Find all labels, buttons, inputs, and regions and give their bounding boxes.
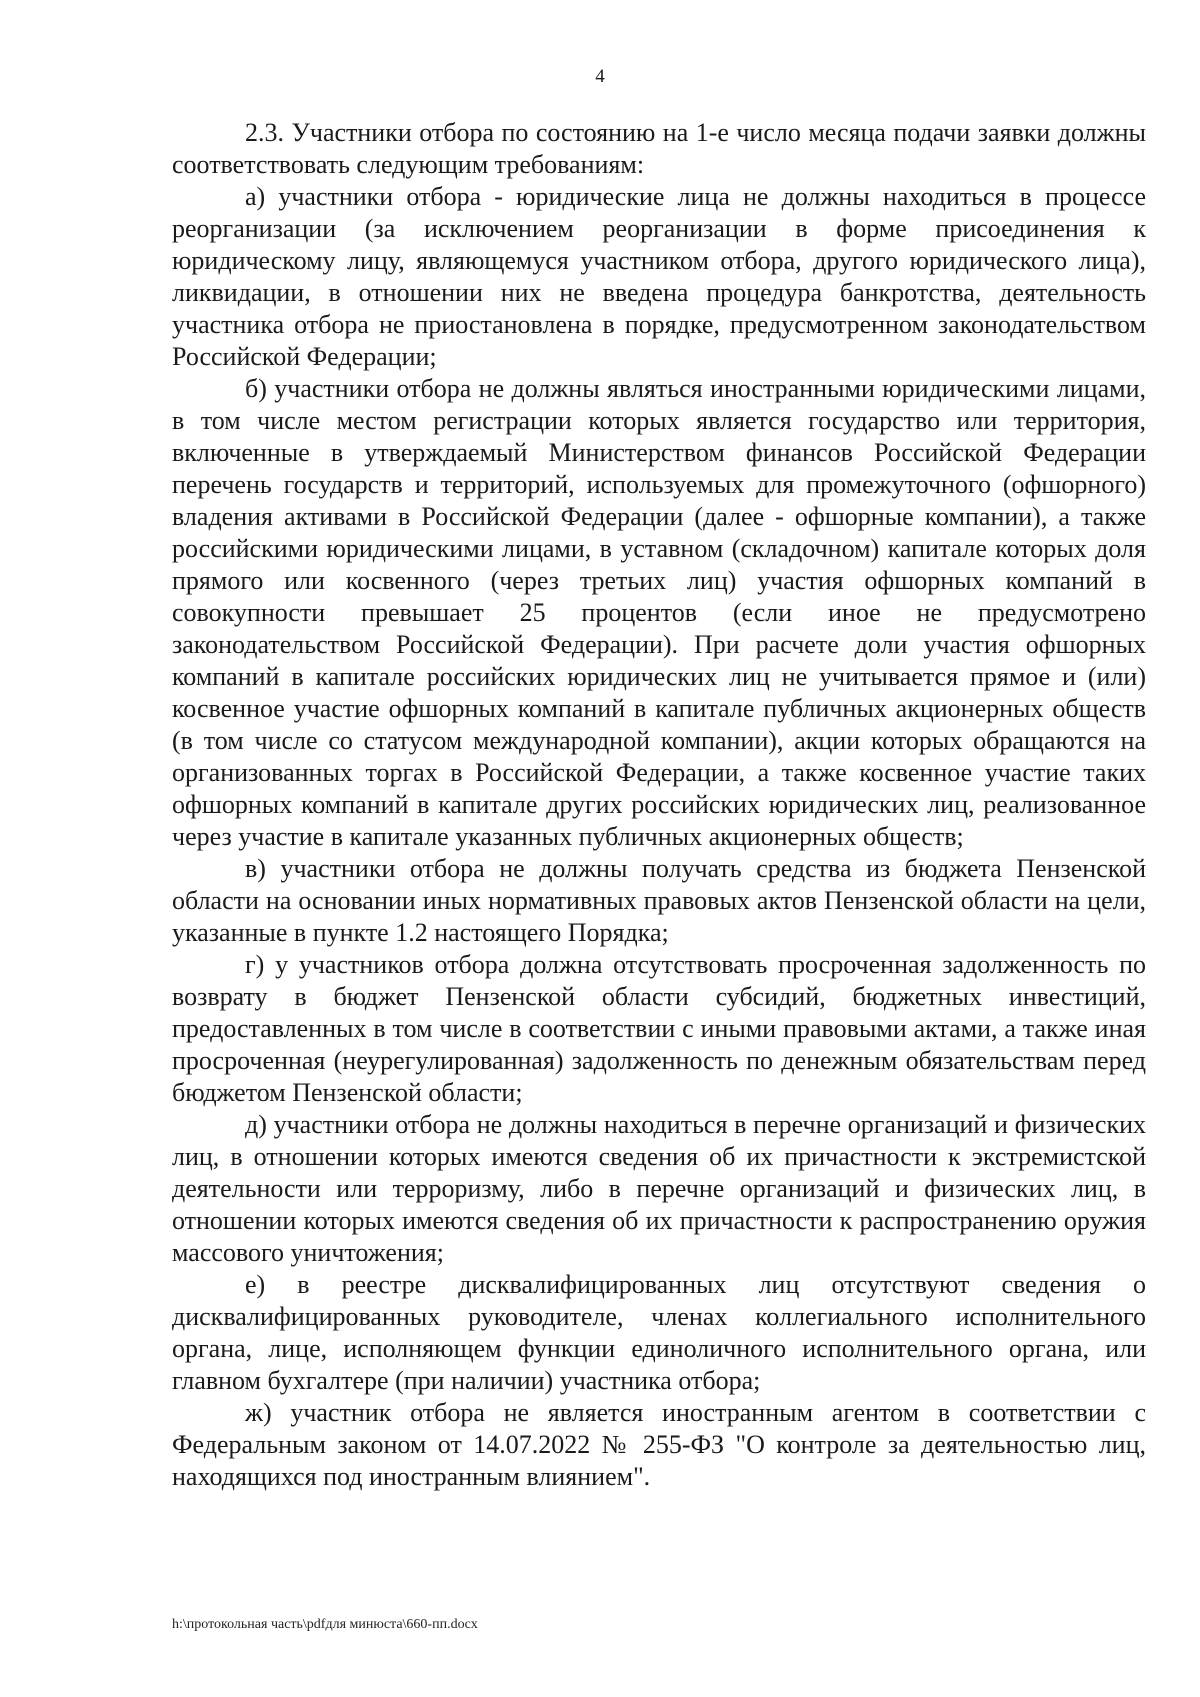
paragraph-item-a: а) участники отбора - юридические лица не должны находиться в процессе реорганизации (за исключением реорганизации в форме присоединения к юридическому лицу, являющемуся участником отбора, другого юридического лица), ликвидации, в отношении них не введена процедура банкротства, деятельность участника отбора не приостановлена в порядке, предусмотренном законодательством Российской Федерации; xyxy=(172,182,1146,371)
footer-file-path: h:\протокольная часть\pdfдля минюста\660-пп.docx xyxy=(172,1617,478,1632)
paragraph-item-g: г) у участников отбора должна отсутствовать просроченная задолженность по возврату в бюджет Пензенской области субсидий, бюджетных инвестиций, предоставленных в том числе в соответствии с иными правовыми актами, а также иная просроченная (неурегулированная) задолженность по денежным обязательствам перед бюджетом Пензенской области; xyxy=(172,950,1146,1107)
paragraph-item-zh: ж) участник отбора не является иностранным агентом в соответствии с Федеральным законом от 14.07.2022 № 255-ФЗ "О контроле за деятельностью лиц, находящихся под иностранным влиянием". xyxy=(172,1398,1146,1491)
document-body xyxy=(172,117,1146,1493)
paragraph-item-b: б) участники отбора не должны являться иностранными юридическими лицами, в том числе местом регистрации которых является государство или территория, включенные в утверждаемый Министерством финансов Российской Федерации перечень государств и территорий, используемых для промежуточного (офшорного) владения активами в Российской Федерации (далее - офшорные компании), а также российскими юридическими лицами, в уставном (складочном) капитале которых доля прямого или косвенного (через третьих лиц) участия офшорных компаний в совокупности превышает 25 процентов (если иное не предусмотрено законодательством Российской Федерации). При расчете доли участия офшорных компаний в капитале российских юридических лиц не учитывается прямое и (или) косвенное участие офшорных компаний в капитале публичных акционерных обществ (в том числе со статусом международной компании), акции которых обращаются на организованных торгах в Российской Федерации, а также косвенное участие таких офшорных компаний в капитале других российских юридических лиц, реализованное через участие в капитале указанных публичных акционерных обществ; xyxy=(172,374,1146,851)
paragraph-item-d: д) участники отбора не должны находиться в перечне организаций и физических лиц, в отношении которых имеются сведения об их причастности к экстремистской деятельности или терроризму, либо в перечне организаций и физических лиц, в отношении которых имеются сведения об их причастности к распространению оружия массового уничтожения; xyxy=(172,1110,1146,1267)
page-number: 4 xyxy=(595,66,605,87)
paragraph-item-e: е) в реестре дисквалифицированных лиц отсутствуют сведения о дисквалифицированных руководителе, членах коллегиального исполнительного органа, лице, исполняющем функции единоличного исполнительного органа, или главном бухгалтере (при наличии) участника отбора; xyxy=(172,1270,1146,1395)
paragraph-2-3-intro: 2.3. Участники отбора по состоянию на 1-е число месяца подачи заявки должны соответствовать следующим требованиям: xyxy=(172,118,1146,179)
paragraph-item-v: в) участники отбора не должны получать средства из бюджета Пензенской области на основании иных нормативных правовых актов Пензенской области на цели, указанные в пункте 1.2 настоящего Порядка; xyxy=(172,854,1146,947)
